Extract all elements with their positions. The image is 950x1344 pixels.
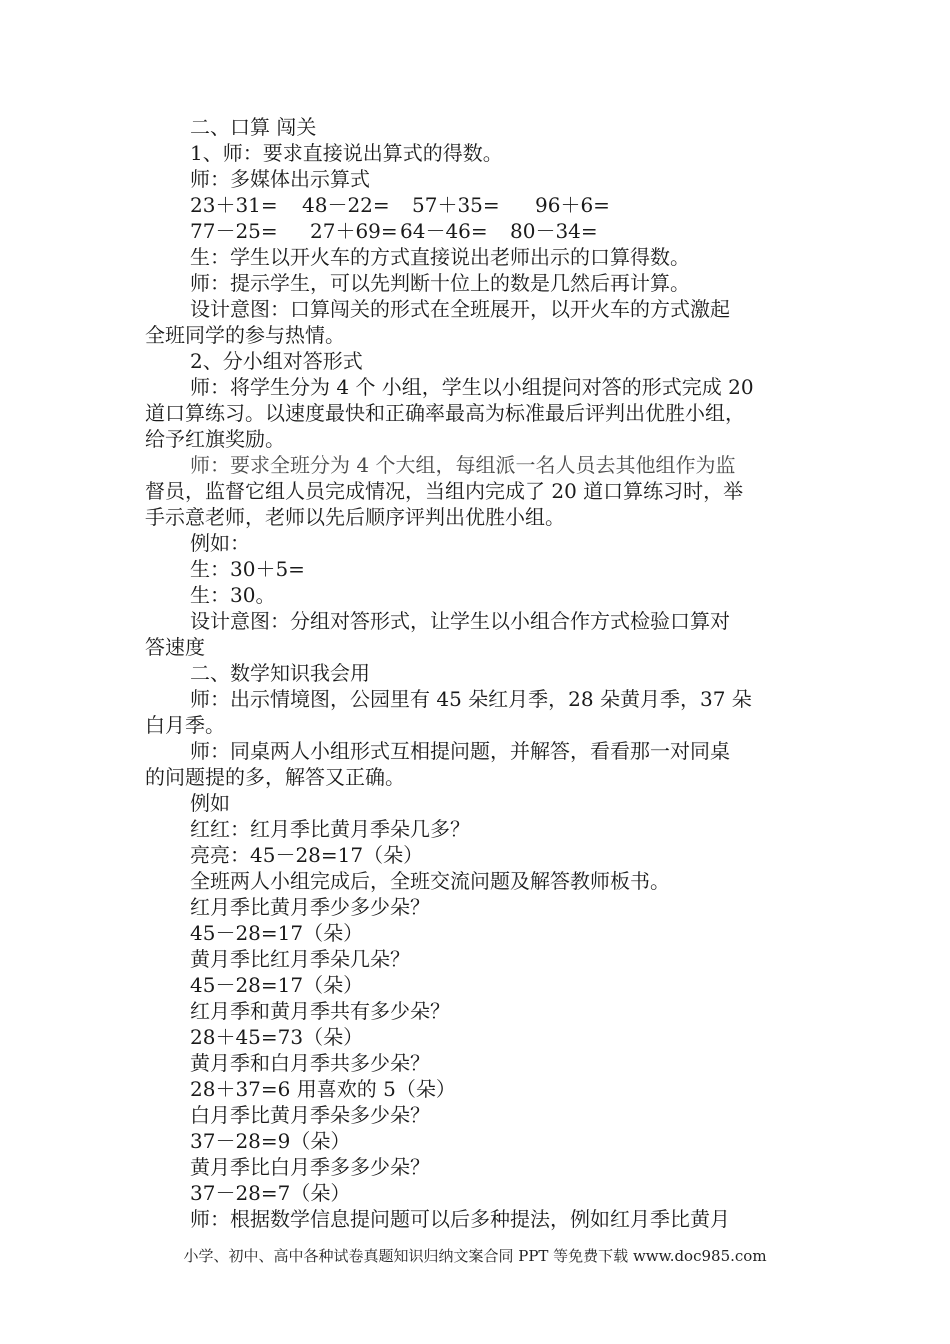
section-heading: 二、口算 闯关 [190,115,317,139]
paragraph-line: 师：要求全班分为 4 个大组，每组派一名人员去其他组作为监 [190,453,736,477]
equation: 96＋6= [535,193,610,217]
paragraph-line: 全班两人小组完成后，全班交流问题及解答教师板书。 [190,869,670,893]
section-heading: 二、数学知识我会用 [190,661,370,685]
paragraph-line: 师：提示学生，可以先判断十位上的数是几然后再计算。 [190,271,690,295]
equation-row [145,218,817,244]
paragraph-line: 例如 [190,791,230,815]
paragraph-line: 红月季比黄月季少多少朵？ [190,895,430,919]
paragraph-line: 亮亮：45－28=17（朵） [190,843,424,867]
paragraph-line: 设计意图：分组对答形式，让学生以小组合作方式检验口算对 [190,609,730,633]
paragraph-line: 全班同学的参与热情。 [145,323,345,347]
paragraph-line: 28＋37=6 用喜欢的 5（朵） [190,1077,456,1101]
paragraph-line: 给予红旗奖励。 [145,427,285,451]
equation: 64－46= [400,219,488,243]
equation: 48－22= [302,193,390,217]
paragraph-line: 37－28=9（朵） [190,1129,351,1153]
paragraph-line: 师：出示情境图，公园里有 45 朵红月季，28 朵黄月季，37 朵 [190,687,752,711]
paragraph-line: 师：根据数学信息提问题可以后多种提法，例如红月季比黄月 [190,1207,730,1231]
paragraph-line: 28＋45=73（朵） [190,1025,364,1049]
paragraph-line: 黄月季比红月季朵几朵？ [190,947,410,971]
paragraph-line: 道口算练习。以速度最快和正确率最高为标准最后评判出优胜小组， [145,401,745,425]
equation: 57＋35= [412,193,500,217]
paragraph-line: 师：将学生分为 4 个 小组，学生以小组提问对答的形式完成 20 [190,375,754,399]
paragraph-line: 师：多媒体出示算式 [190,167,370,191]
paragraph-line: 1、师：要求直接说出算式的得数。 [190,141,503,165]
paragraph-line: 答速度 [145,635,205,659]
paragraph-line: 例如： [190,531,250,555]
paragraph-line: 红月季和黄月季共有多少朵？ [190,999,450,1023]
paragraph-line: 生：30。 [190,583,276,607]
equation: 27＋69= [310,219,398,243]
document-body [145,114,817,1232]
paragraph-line: 师：同桌两人小组形式互相提问题，并解答，看看那一对同桌 [190,739,730,763]
paragraph-line: 督员，监督它组人员完成情况，当组内完成了 20 道口算练习时，举 [145,479,744,503]
paragraph-line: 45－28=17（朵） [190,921,364,945]
paragraph-line: 白月季比黄月季朵多少朵？ [190,1103,430,1127]
page-footer: 小学、初中、高中各种试卷真题知识归纳文案合同 PPT 等免费下载 www.doc985.com [183,1247,767,1265]
equation: 77－25= [190,219,278,243]
equation: 80－34= [510,219,598,243]
paragraph-line: 手示意老师，老师以先后顺序评判出优胜小组。 [145,505,565,529]
paragraph-line: 白月季。 [145,713,225,737]
paragraph-line: 红红：红月季比黄月季朵几多？ [190,817,470,841]
paragraph-line: 黄月季和白月季共多少朵？ [190,1051,430,1075]
equation: 23＋31= [190,193,278,217]
equation-row [145,192,817,218]
paragraph-line: 生：学生以开火车的方式直接说出老师出示的口算得数。 [190,245,690,269]
section-heading: 2、分小组对答形式 [190,349,363,373]
paragraph-line: 生：30＋5= [190,557,305,581]
paragraph-line: 黄月季比白月季多多少朵？ [190,1155,430,1179]
paragraph-line: 的问题提的多，解答又正确。 [145,765,405,789]
paragraph-line: 45－28=17（朵） [190,973,364,997]
paragraph-line: 37－28=7（朵） [190,1181,351,1205]
paragraph-line: 设计意图：口算闯关的形式在全班展开，以开火车的方式激起 [190,297,730,321]
